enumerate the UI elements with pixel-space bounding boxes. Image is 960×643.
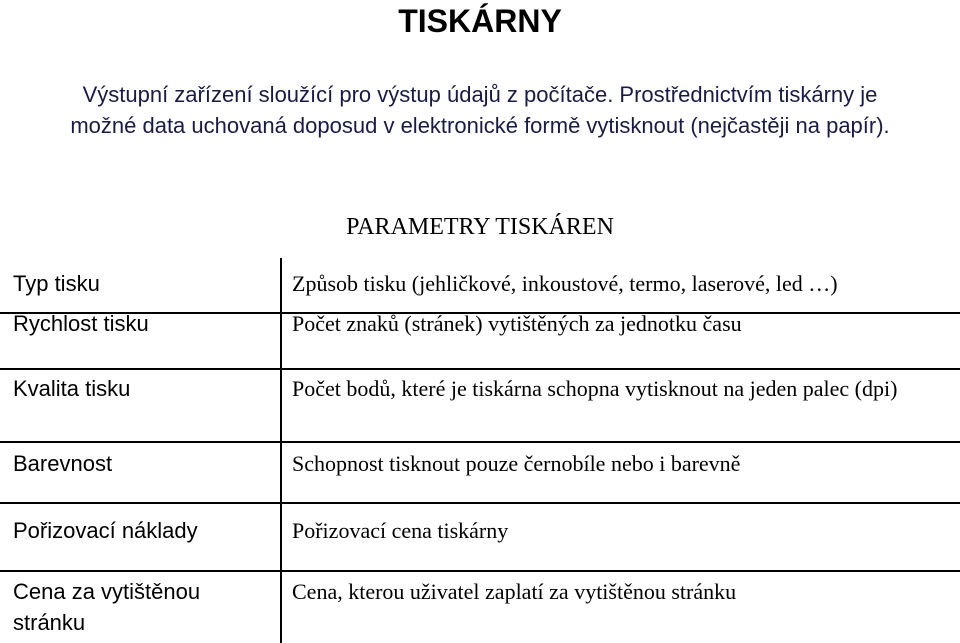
parameter-description-rychlost-tisku: Počet znaků (stránek) vytištěných za jednotku času xyxy=(292,311,742,336)
parameter-description-cena-za-stranku: Cena, kterou uživatel zaplatí za vytištěnou stránku xyxy=(292,579,737,604)
parameter-name-porizovaci-naklady: Pořizovací náklady xyxy=(13,518,198,543)
parameter-description-typ-tisku: Způsob tisku (jehličkové, inkoustové, termo, laserové, led …) xyxy=(292,271,838,296)
section-subtitle: PARAMETRY TISKÁREN xyxy=(346,214,614,240)
parameter-name-rychlost-tisku: Rychlost tisku xyxy=(13,311,149,336)
row-divider xyxy=(0,368,960,370)
parameter-name-cena-za-stranku: Cena za vytištěnou stránku xyxy=(13,579,201,635)
parameter-description-porizovaci-naklady: Pořizovací cena tiskárny xyxy=(292,518,509,543)
row-divider xyxy=(0,570,960,572)
row-divider xyxy=(0,502,960,504)
row-divider xyxy=(0,441,960,443)
parameter-description-barevnost: Schopnost tisknout pouze černobíle nebo i barevně xyxy=(292,451,741,476)
parameter-description-kvalita-tisku: Počet bodů, které je tiskárna schopna vytisknout na jeden palec (dpi) xyxy=(292,376,898,401)
parameter-name-kvalita-tisku: Kvalita tisku xyxy=(13,376,131,401)
intro-paragraph: Výstupní zařízení sloužící pro výstup údajů z počítače. Prostřednictvím tiskárny je možné data uchovaná doposud v elektronické formě vytisknout (nejčastěji na papír). xyxy=(70,82,890,138)
page-title: TISKÁRNY xyxy=(398,3,562,39)
column-divider xyxy=(280,258,282,643)
parameters-table xyxy=(0,258,960,643)
parameter-name-barevnost: Barevnost xyxy=(13,451,113,476)
parameter-name-typ-tisku: Typ tisku xyxy=(13,271,100,296)
